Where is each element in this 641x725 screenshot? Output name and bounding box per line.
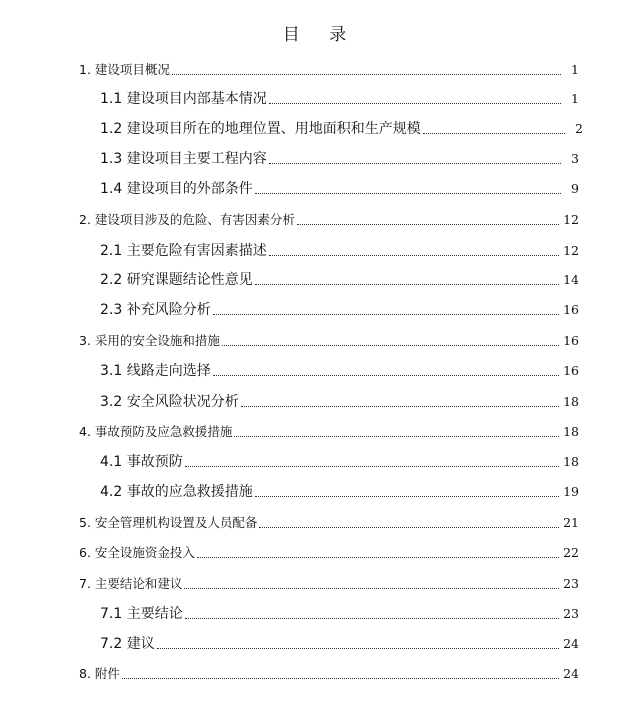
toc-leader-dots bbox=[255, 495, 559, 497]
toc-entry-text: 3. 采用的安全设施和措施 bbox=[79, 333, 220, 348]
toc-entry-text: 7.2 建议 bbox=[100, 636, 155, 652]
toc-entry-text: 4.2 事故的应急救援措施 bbox=[100, 484, 253, 500]
toc-page-number: 21 bbox=[563, 515, 579, 530]
toc-entry-text: 3.2 安全风险状况分析 bbox=[100, 394, 239, 410]
toc-leader-dots bbox=[122, 677, 559, 679]
toc-entry-text: 2.2 研究课题结论性意见 bbox=[100, 272, 253, 288]
toc-leader-dots bbox=[185, 617, 559, 619]
toc-entry-text: 6. 安全设施资金投入 bbox=[79, 545, 195, 560]
toc-entry-text: 4.1 事故预防 bbox=[100, 454, 183, 470]
toc-entry[interactable] bbox=[79, 512, 579, 534]
toc-entry-text: 1.3 建设项目主要工程内容 bbox=[100, 151, 267, 167]
toc-page-number: 22 bbox=[563, 545, 579, 560]
toc-leader-dots bbox=[222, 344, 559, 346]
toc-page-number: 23 bbox=[563, 606, 579, 621]
toc-page-number: 24 bbox=[563, 666, 579, 681]
toc-leader-dots bbox=[172, 73, 561, 75]
toc-leader-dots bbox=[297, 223, 559, 225]
toc-entry[interactable] bbox=[79, 663, 579, 685]
toc-entry[interactable] bbox=[100, 269, 579, 291]
toc-entry[interactable] bbox=[100, 118, 583, 140]
toc-page-number: 12 bbox=[563, 243, 579, 258]
toc-page-number: 24 bbox=[563, 636, 579, 651]
toc-entry-text: 2.1 主要危险有害因素描述 bbox=[100, 243, 267, 259]
toc-page-number: 12 bbox=[563, 212, 579, 227]
toc-page-number: 18 bbox=[563, 424, 579, 439]
toc-entry[interactable] bbox=[79, 542, 579, 564]
toc-leader-dots bbox=[269, 162, 561, 164]
toc-entry[interactable] bbox=[79, 330, 579, 352]
toc-entry-text: 1.4 建设项目的外部条件 bbox=[100, 181, 253, 197]
toc-entry-text: 2.3 补充风险分析 bbox=[100, 302, 211, 318]
toc-entry[interactable] bbox=[100, 481, 579, 503]
toc-title: 目 录 bbox=[282, 25, 359, 45]
toc-entry[interactable] bbox=[100, 148, 579, 170]
toc-page-number: 19 bbox=[563, 484, 579, 499]
toc-leader-dots bbox=[157, 647, 559, 649]
toc-entry-text: 1. 建设项目概况 bbox=[79, 62, 170, 77]
toc-page-number: 16 bbox=[563, 333, 579, 348]
toc-entry-text: 7. 主要结论和建议 bbox=[79, 576, 183, 591]
toc-leader-dots bbox=[241, 405, 559, 407]
toc-leader-dots bbox=[269, 254, 559, 256]
toc-entry-text: 1.1 建设项目内部基本情况 bbox=[100, 91, 267, 107]
toc-leader-dots bbox=[184, 587, 559, 589]
toc-leader-dots bbox=[423, 132, 565, 134]
toc-page-number: 16 bbox=[563, 363, 579, 378]
toc-entry[interactable] bbox=[100, 391, 579, 413]
toc-entry[interactable] bbox=[100, 603, 579, 625]
toc-leader-dots bbox=[213, 374, 559, 376]
toc-entry[interactable] bbox=[100, 299, 579, 321]
toc-leader-dots bbox=[234, 435, 559, 437]
toc-page-number: 9 bbox=[571, 181, 579, 196]
toc-page-number: 18 bbox=[563, 394, 579, 409]
toc-entry-text: 3.1 线路走向选择 bbox=[100, 363, 211, 379]
toc-page-number: 23 bbox=[563, 576, 579, 591]
toc-leader-dots bbox=[255, 283, 559, 285]
toc-entry-text: 4. 事故预防及应急救援措施 bbox=[79, 424, 233, 439]
toc-entry-text: 5. 安全管理机构设置及人员配备 bbox=[79, 515, 258, 530]
toc-page-number: 1 bbox=[571, 91, 579, 106]
toc-entry[interactable] bbox=[100, 178, 579, 200]
toc-entry[interactable] bbox=[100, 240, 579, 262]
toc-leader-dots bbox=[269, 102, 561, 104]
toc-page-number: 14 bbox=[563, 272, 579, 287]
toc-leader-dots bbox=[259, 526, 559, 528]
toc-entry[interactable] bbox=[79, 209, 579, 231]
toc-entry[interactable] bbox=[100, 451, 579, 473]
toc-leader-dots bbox=[213, 313, 559, 315]
toc-leader-dots bbox=[255, 192, 561, 194]
toc-entry-text: 7.1 主要结论 bbox=[100, 606, 183, 622]
toc-page-number: 18 bbox=[563, 454, 579, 469]
toc-leader-dots bbox=[185, 465, 559, 467]
toc-entry[interactable] bbox=[79, 421, 579, 443]
toc-page-number: 2 bbox=[575, 121, 583, 136]
toc-entry-text: 8. 附件 bbox=[79, 666, 120, 681]
toc-entry[interactable] bbox=[79, 59, 579, 81]
toc-entry[interactable] bbox=[100, 88, 579, 110]
toc-page-number: 1 bbox=[571, 62, 579, 77]
toc-entry[interactable] bbox=[79, 573, 579, 595]
toc-page-number: 16 bbox=[563, 302, 579, 317]
toc-entry-text: 1.2 建设项目所在的地理位置、用地面积和生产规模 bbox=[100, 121, 421, 137]
toc-entry[interactable] bbox=[100, 633, 579, 655]
toc-entry[interactable] bbox=[100, 360, 579, 382]
toc-page-number: 3 bbox=[571, 151, 579, 166]
toc-entry-text: 2. 建设项目涉及的危险、有害因素分析 bbox=[79, 212, 295, 227]
toc-leader-dots bbox=[197, 556, 559, 558]
